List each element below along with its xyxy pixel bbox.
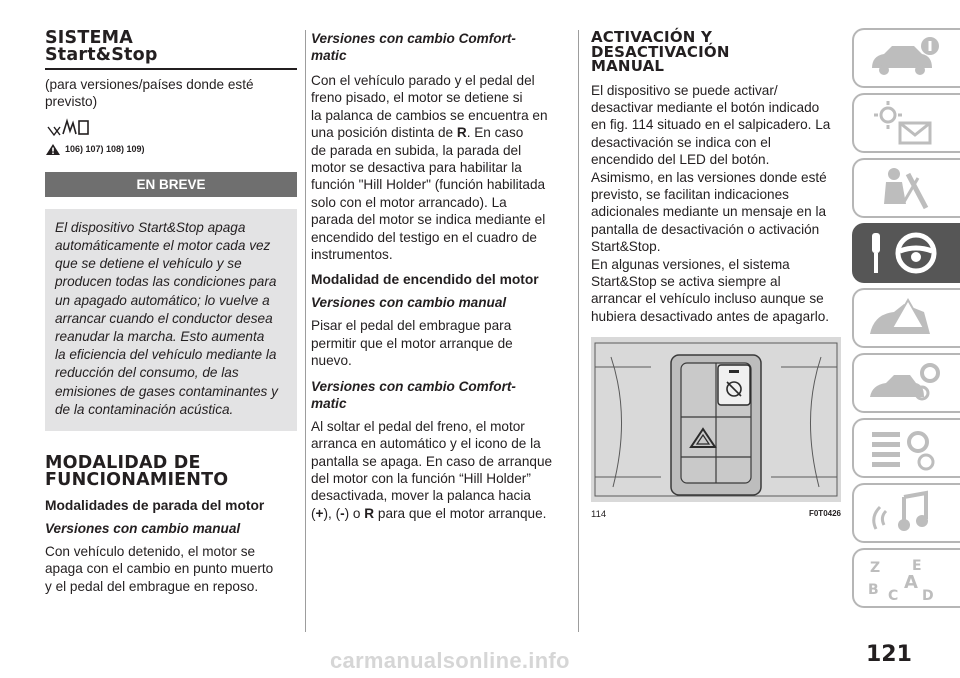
steering-key-icon <box>864 229 944 279</box>
section-title-funcionamiento: FUNCIONAMIENTO <box>45 470 229 491</box>
body-line: En algunas versiones, el sistema <box>591 256 790 272</box>
body-line: una posición distinta de R. En caso <box>311 125 524 141</box>
dashboard-button-illustration <box>591 337 841 502</box>
chapter-tabs <box>852 28 960 613</box>
body-line: encendido del LED del botón. <box>591 152 770 168</box>
stop-heading: Modalidades de parada del motor <box>45 498 265 514</box>
warning-triangle-icon <box>45 143 61 156</box>
figure-114 <box>591 337 841 520</box>
svg-text:Z: Z <box>870 560 881 576</box>
body-line: hubiera desactivado antes de apagarlo. <box>591 308 830 324</box>
svg-text:B: B <box>868 582 879 598</box>
body-line: Start&Stop se activa siempre al <box>591 273 781 289</box>
body-line: la palanca de cambios se encuentra en <box>311 107 548 123</box>
comfort-heading: Versiones con cambio Comfort- <box>311 378 516 394</box>
body-line: desactivar mediante el botón indicado <box>591 99 820 115</box>
body-line: Pisar el pedal del embrague para <box>311 318 512 334</box>
warning-light-icon <box>864 99 944 149</box>
svg-text:D: D <box>922 588 934 604</box>
body-line: motor se desactiva para habilitar la <box>311 160 522 176</box>
technical-data-icon <box>864 424 944 474</box>
section-title-activacion: ACTIVACIÓN Y <box>591 28 713 46</box>
tab-maintenance[interactable] <box>852 353 960 413</box>
tab-emergency[interactable] <box>852 288 960 348</box>
maintenance-icon <box>864 359 944 409</box>
body-line: en fig. 114 situado en el salpicadero. La <box>591 117 831 133</box>
body-line: Asimismo, en las versiones donde esté <box>591 169 827 185</box>
accident-icon <box>864 294 944 344</box>
body-line: nuevo. <box>311 353 352 369</box>
body-line: pantalla se apaga. En caso de arranque <box>311 453 553 469</box>
body-line: de parada en subida, la parada del <box>311 142 522 158</box>
column-divider <box>578 30 579 632</box>
body-line: Start&Stop. <box>591 239 661 255</box>
body-line: solo con el motor arrancado). La <box>311 194 507 210</box>
body-line: permitir que el motor arranque de <box>311 335 513 351</box>
tab-index[interactable] <box>852 548 960 608</box>
section-title-modalidad: MODALIDAD DE <box>45 453 201 474</box>
seat-safety-icon <box>864 164 944 214</box>
section-title-sistema: SISTEMA <box>45 28 133 48</box>
svg-text:C: C <box>888 588 899 604</box>
body-line: pantalla de desactivación o activación <box>591 221 820 237</box>
brief-line: El dispositivo Start&Stop apaga <box>55 219 246 235</box>
section-title-startstop: Start&Stop <box>45 45 158 65</box>
watermark: carmanualsonline.info <box>330 648 570 673</box>
column-1 <box>45 30 297 595</box>
body-line: El dispositivo se puede activar/ <box>591 82 778 98</box>
brief-line: emisiones de gases contaminantes y <box>55 383 278 399</box>
body-line: freno pisado, el motor se detiene si <box>311 90 523 106</box>
tab-multimedia[interactable] <box>852 483 960 543</box>
body-line: apaga con el cambio en punto muerto <box>45 561 274 577</box>
body-line: Con vehículo detenido, el motor se <box>45 544 256 560</box>
svg-text:A: A <box>904 572 918 593</box>
tab-warning-lights[interactable] <box>852 93 960 153</box>
comfort-heading: Versiones con cambio Comfort- <box>311 31 516 46</box>
body-line: parada del motor se indica mediante el <box>311 212 546 228</box>
column-3 <box>591 30 841 520</box>
brief-line: reanudar la marcha. Esto aumenta <box>55 329 265 345</box>
body-line: función "Hill Holder" (función habilitada <box>311 177 546 193</box>
multimedia-icon <box>864 489 944 539</box>
column-2 <box>311 30 569 522</box>
brief-line: un apagado automático; lo vuelve a <box>55 292 270 308</box>
brief-line: reducción del consumo, de las <box>55 365 239 381</box>
body-line: Al soltar el pedal del freno, el motor <box>311 418 525 434</box>
tab-car-info[interactable] <box>852 28 960 88</box>
comfort-heading: matic <box>311 48 347 63</box>
brief-line: producen todas las condiciones para <box>55 274 277 290</box>
section-title-manual: MANUAL <box>591 57 665 75</box>
tab-starting-driving[interactable] <box>852 223 960 283</box>
brief-header: EN BREVE <box>45 172 297 197</box>
body-line: arranca en automático y el icono de la <box>311 436 541 452</box>
body-line: arrancar el vehículo incluso aunque se <box>591 291 824 307</box>
tab-safety[interactable] <box>852 158 960 218</box>
subtitle-line: (para versiones/países donde esté <box>45 77 254 92</box>
warning-references: 106) 107) 108) 109) <box>65 144 145 155</box>
body-line: (+), (-) o R para que el motor arranque. <box>311 505 547 521</box>
brief-line: que se detiene el vehículo y se <box>55 256 242 272</box>
figure-code: F0T0426 <box>808 509 841 519</box>
start-heading: Modalidad de encendido del motor <box>311 272 539 288</box>
tab-technical-data[interactable] <box>852 418 960 478</box>
title-underline <box>45 68 297 70</box>
brief-line: de la contaminación acústica. <box>55 401 234 417</box>
brief-line: arrancar cuando el conductor desea <box>55 310 273 326</box>
body-line: adicionales mediante un mensaje en la <box>591 204 827 220</box>
svg-text:E: E <box>912 558 922 574</box>
body-line: instrumentos. <box>311 247 393 263</box>
body-line: y el pedal del embrague en reposo. <box>45 578 259 594</box>
brief-line: la eficiencia del vehículo mediante la <box>55 347 277 363</box>
section-title-desactivacion: DESACTIVACIÓN <box>591 42 730 61</box>
body-line: desactivación se indica con el <box>591 134 771 150</box>
index-icon <box>864 554 944 604</box>
manual-heading: Versiones con cambio manual <box>45 521 241 537</box>
startstop-symbol-icon <box>45 117 297 139</box>
manual-heading: Versiones con cambio manual <box>311 295 507 311</box>
brief-line: automáticamente el motor cada vez <box>55 238 271 254</box>
subtitle-line: previsto) <box>45 94 98 110</box>
column-divider <box>305 30 306 632</box>
body-line: del motor con la función “Hill Holder” <box>311 470 531 486</box>
body-line: Con el vehículo parado y el pedal del <box>311 73 535 88</box>
body-line: previsto, se facilitan indicaciones <box>591 186 789 202</box>
page-number: 121 <box>866 642 912 667</box>
body-line: desactivada, mover la palanca hacia <box>311 488 531 504</box>
brief-box <box>45 209 297 431</box>
comfort-heading: matic <box>311 395 347 411</box>
body-line: encendido del testigo en el cuadro de <box>311 229 537 245</box>
figure-number: 114 <box>591 509 607 521</box>
car-info-icon <box>864 34 944 84</box>
